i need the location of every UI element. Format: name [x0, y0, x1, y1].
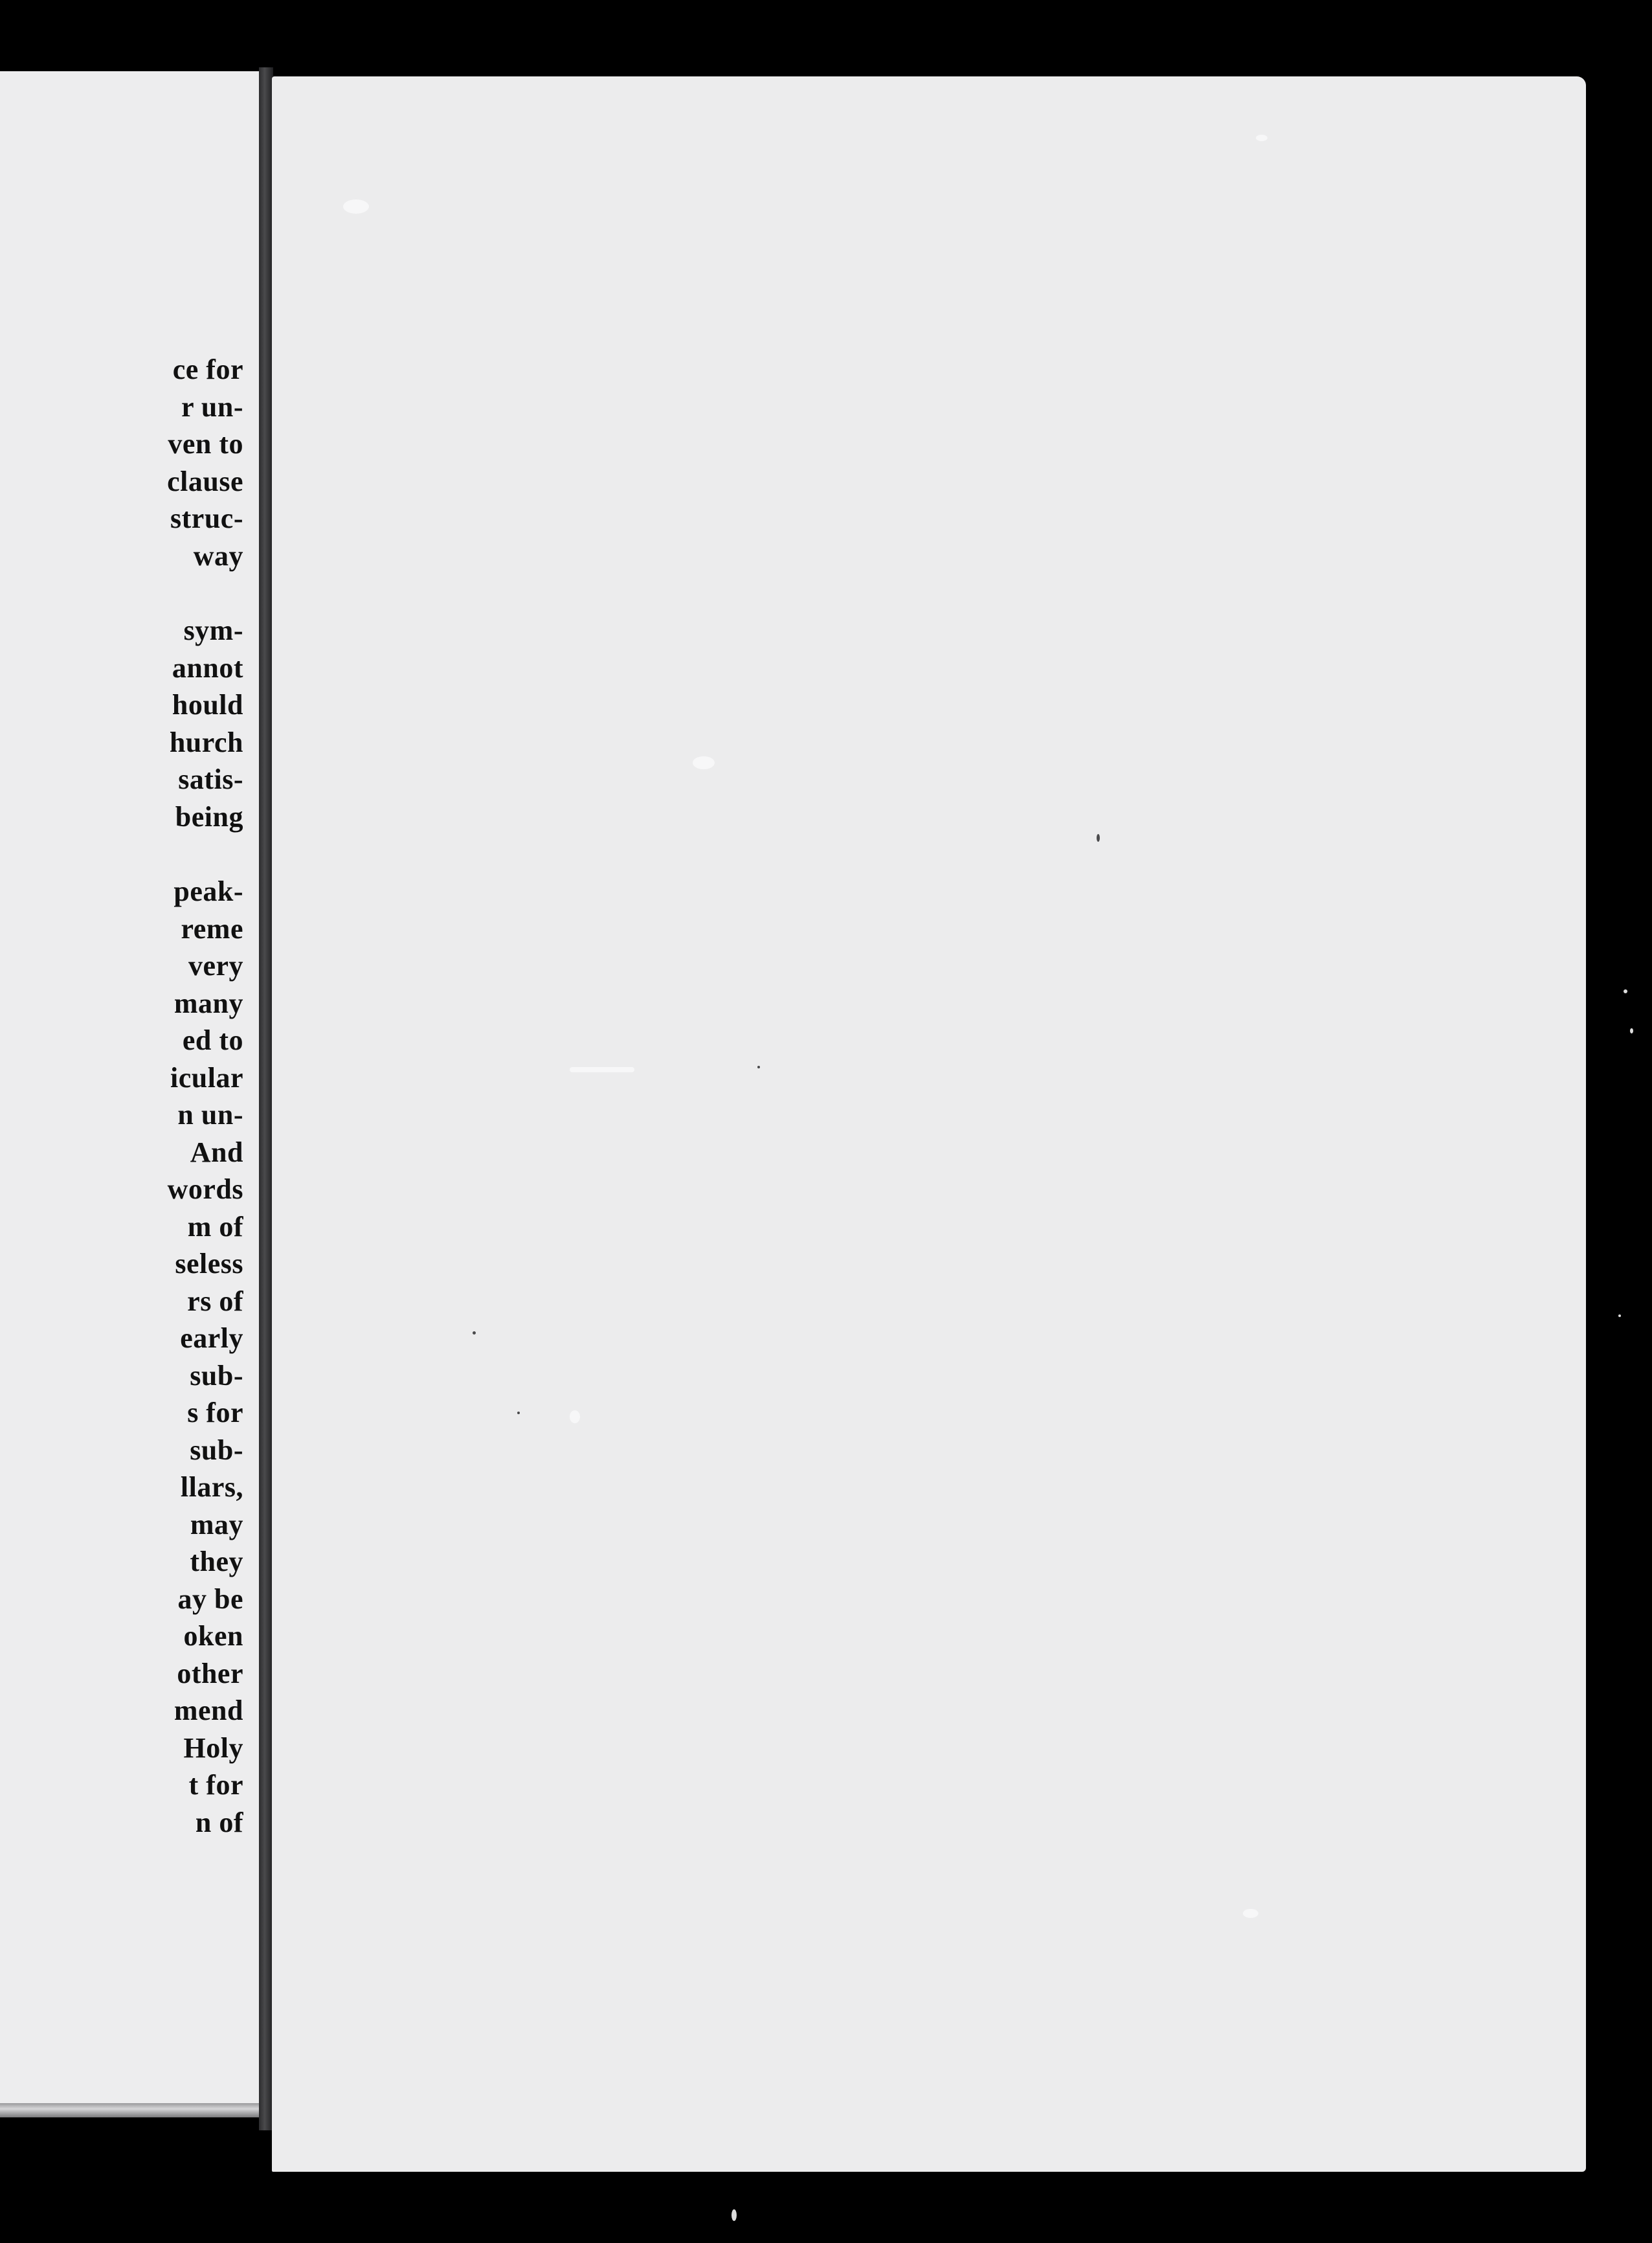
text-line: way	[193, 539, 243, 572]
text-line: satis-	[178, 763, 243, 795]
scan-dust	[1624, 989, 1627, 993]
paper-speck	[693, 756, 715, 769]
text-line: m of	[187, 1210, 243, 1243]
text-line: very	[188, 950, 243, 982]
text-line: seless	[175, 1248, 243, 1279]
text-line: sub-	[190, 1434, 243, 1466]
text-line: ed to	[182, 1024, 243, 1056]
text-line: Holy	[183, 1731, 243, 1764]
paragraph-3	[0, 873, 243, 1841]
text-line: r un-	[181, 390, 243, 423]
text-line: may	[190, 1508, 243, 1540]
text-line: mend	[173, 1695, 243, 1726]
scan-dust	[731, 2209, 737, 2221]
paper-speck	[570, 1410, 580, 1423]
text-line: n of	[195, 1806, 243, 1838]
text-line: ce for	[172, 354, 243, 385]
text-line: clause	[167, 465, 243, 497]
scan-dust	[1618, 1314, 1621, 1317]
paragraph-gap	[0, 574, 243, 612]
text-line: many	[173, 987, 243, 1019]
paper-speck	[473, 1331, 476, 1335]
text-line: struc-	[170, 502, 243, 534]
text-line: sub-	[190, 1359, 243, 1392]
left-page-bottom-edge	[0, 2103, 259, 2117]
right-page-blank	[272, 76, 1586, 2172]
paper-speck	[570, 1067, 634, 1072]
text-line: being	[175, 800, 243, 833]
book-gutter	[259, 67, 273, 2130]
text-line: peak-	[173, 875, 243, 907]
text-line: oken	[183, 1620, 243, 1652]
paragraph-gap	[0, 835, 243, 873]
left-page	[0, 71, 259, 2104]
text-line: rs of	[187, 1285, 243, 1317]
text-line: reme	[181, 912, 243, 945]
text-line: they	[190, 1546, 243, 1577]
paragraph-2	[0, 612, 243, 835]
text-line: early	[180, 1322, 243, 1354]
text-line: sym-	[183, 614, 243, 646]
paper-speck	[757, 1066, 760, 1068]
paragraph-1	[0, 351, 243, 574]
text-line: s for	[187, 1397, 243, 1428]
text-line: words	[167, 1173, 243, 1205]
paper-speck	[1256, 135, 1267, 141]
paper-speck	[517, 1412, 520, 1414]
text-line: n un-	[177, 1099, 243, 1131]
text-line: hould	[172, 689, 243, 721]
text-line: other	[177, 1657, 243, 1689]
text-line: ay be	[177, 1583, 243, 1615]
text-line: ven to	[168, 428, 243, 460]
paper-speck	[343, 199, 369, 214]
scan-dust	[1630, 1028, 1633, 1033]
left-page-text-column	[0, 351, 243, 1841]
text-line: hurch	[169, 726, 243, 758]
text-line: annot	[172, 651, 243, 684]
text-line: t for	[188, 1769, 243, 1801]
text-line: icular	[170, 1061, 243, 1094]
text-line: And	[190, 1136, 243, 1168]
paper-speck	[1243, 1909, 1258, 1918]
paper-speck	[1097, 834, 1100, 842]
text-line: llars,	[180, 1471, 243, 1503]
